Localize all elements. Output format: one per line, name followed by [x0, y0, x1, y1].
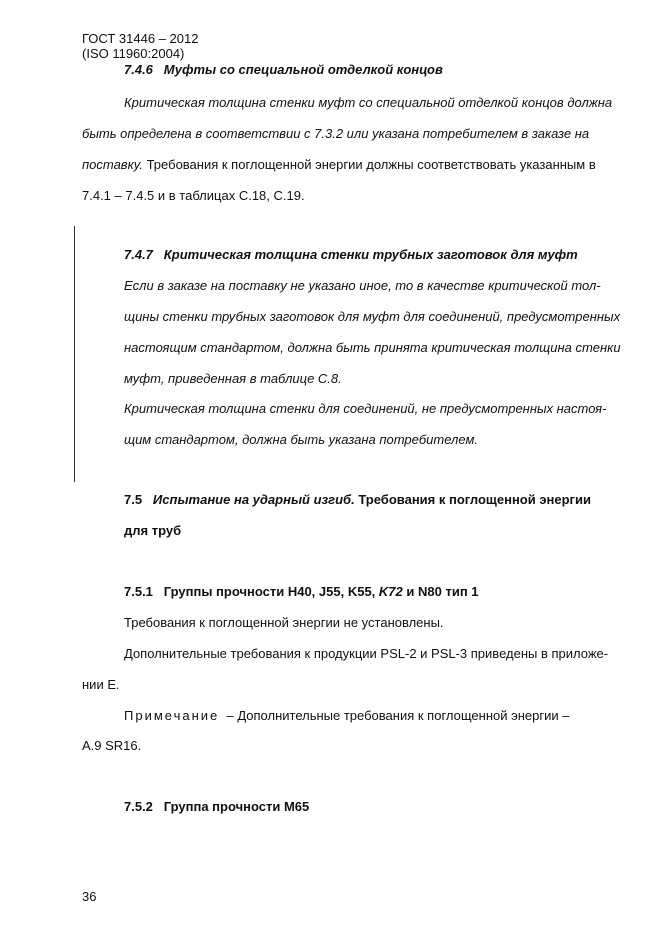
section-title-continued: для труб: [124, 523, 182, 538]
paragraph-line: 7.4.1 – 7.4.5 и в таблицах С.18, С.19.: [82, 188, 305, 203]
section-number: 7.4.6: [124, 62, 153, 77]
iso-reference: (ISO 11960:2004): [82, 46, 185, 61]
standard-number: ГОСТ 31446 – 2012: [82, 31, 199, 46]
section-heading: [124, 62, 443, 78]
paragraph-line: быть определена в соответствии с 7.3.2 или указана потребителем в заказе на: [82, 126, 590, 141]
section-number: 7.4.7: [124, 247, 153, 262]
section-title-italic: Испытание на ударный изгиб.: [152, 492, 355, 507]
grade-k72: K72: [378, 584, 403, 599]
note-continued: А.9 SR16.: [82, 738, 142, 753]
note: [124, 708, 569, 724]
note-text: – Дополнительные требования к поглощенной энергии –: [226, 708, 570, 723]
paragraph-line: [82, 157, 596, 173]
page-number: 36: [82, 889, 97, 904]
paragraph-line: Критическая толщина стенки для соединений, не предусмотренных настоя-: [124, 401, 607, 416]
section-heading: [124, 584, 479, 600]
section-title: Группы прочности Н40, J55, K55,: [163, 584, 376, 599]
paragraph-line: настоящим стандартом, должна быть принята критическая толщина стенки: [124, 340, 621, 355]
section-title: Муфты со специальной отделкой концов: [163, 62, 443, 77]
section-heading: [124, 247, 578, 263]
section-title: Требования к поглощенной энергии: [358, 492, 591, 507]
paragraph-line: нии Е.: [82, 677, 120, 692]
paragraph-line: щины стенки трубных заготовок для муфт для соединений, предусмотренных: [124, 309, 621, 324]
paragraph-line: муфт, приведенная в таблице С.8.: [124, 371, 342, 386]
section-number: 7.5: [124, 492, 143, 507]
section-title-end: и N80 тип 1: [406, 584, 479, 599]
note-label: Примечание: [124, 708, 220, 723]
paragraph-line: Дополнительные требования к продукции PSL-2 и PSL-3 приведены в приложе-: [124, 646, 609, 661]
text-fragment: Требования к поглощенной энергии должны соответствовать указанным в: [146, 157, 596, 172]
section-title: Критическая толщина стенки трубных заготовок для муфт: [163, 247, 578, 262]
section-heading: [124, 492, 591, 508]
paragraph-line: Критическая толщина стенки муфт со специальной отделкой концов должна: [124, 95, 613, 110]
italic-fragment: поставку.: [82, 157, 143, 172]
paragraph-line: Если в заказе на поставку не указано иное, то в качестве критической тол-: [124, 278, 601, 293]
change-bar: [74, 226, 75, 482]
section-number: 7.5.1: [124, 584, 153, 599]
section-number: 7.5.2: [124, 799, 153, 814]
paragraph-line: Требования к поглощенной энергии не установлены.: [124, 615, 444, 630]
paragraph-line: щим стандартом, должна быть указана потребителем.: [124, 432, 478, 447]
section-heading: [124, 799, 309, 815]
section-title: Группа прочности М65: [163, 799, 310, 814]
